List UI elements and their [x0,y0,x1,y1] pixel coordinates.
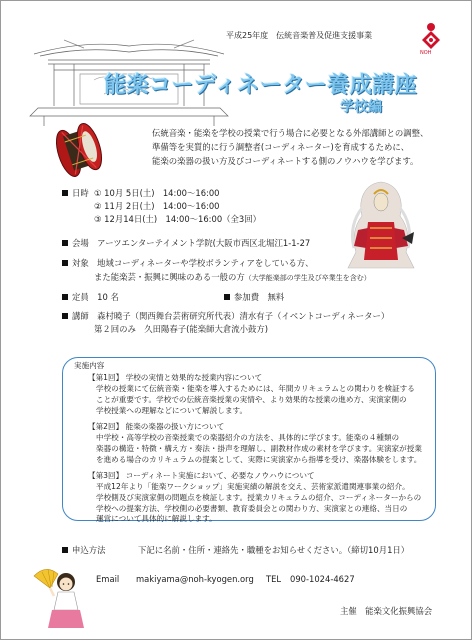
bullet-icon [224,294,230,300]
bullet-icon [62,547,68,553]
session-1-line: 学校の授業にて伝統音楽・能楽を導入するためには、年間カリキュラムとの関わりを検証する [96,384,415,393]
page-title: 能楽コーディネーター養成講座 [104,73,418,98]
taiko-drum-illustration [44,118,114,182]
bullet-icon [62,240,68,246]
intro-line-3: 能楽の楽器の扱い方及びコーディネートする側のノウハウを学びます。 [152,156,419,166]
session-3-line: 学校への提案方法、学校側の必要書類、教育委員会との関わり方、実演家との連絡、当日の [96,504,408,513]
capacity-value: 10 名 [97,292,119,302]
target-line-2: また能楽芸・振興に興味のある一般の方（大学能楽部の学生及び卒業生を含む） [94,272,371,282]
target-row: 対象 地域コーディネーターや学校ボランティアをしている方、 [62,256,314,270]
intro-line-1: 伝統音楽・能楽を学校の授業で行う場合に必要となる外部講師との調整、 [152,128,429,138]
apply-value: 下記に名前・住所・連絡先・職種をお知らせください。（締切10月1日） [138,545,410,555]
session-3-line: 学校側及び実演家側の問題点を検証します。授業カリキュラムの紹介、コーディネーターからの [96,493,422,502]
session-1-line: 学校授業への理解などについて解説します。 [96,406,248,415]
session-2-title: 【第2回】 能楽の楽器の扱い方について [88,422,225,431]
session-2-line: 中学校・高等学校の音楽授業での楽器紹介の方法を、具体的に学びます。能楽の４種類の [96,433,400,442]
session-3-title: 【第3回】 コーディネート実施において、必要なノウハウについて [88,471,315,480]
organizer-logo [418,22,444,56]
fee-value: 無料 [267,292,285,302]
tel-value: 090-1024-4627 [290,574,355,584]
venue-value: アーツエンターテイメント学院(大阪市西区北堀江1-1-27 [97,238,311,248]
bullet-icon [62,313,68,319]
schedule-line-3: ③ 12月14日(土) 14:00～16:00（全3回） [94,214,261,224]
bullet-icon [62,190,68,196]
lecturers-line-1: 森村曉子（関西舞台芸術研究所代表）清水有子（イベントコーディネーター） [97,311,390,321]
girl-with-fan-illustration [32,566,94,630]
organizer-credit: 主催 能楽文化振興協会 [340,606,433,616]
session-1-title: 【第1回】 学校の実情と効果的な授業内容について [88,373,263,382]
session-1-line: ことが重要です。学校での伝統音楽授業の実情や、より効果的な授業の進め方、実演家側の [96,395,407,404]
noh-performer-illustration [344,178,418,270]
session-3-line: 運営について具体的に解説します。 [96,514,217,523]
tel-label: TEL [266,574,282,584]
schedule-line-2: ② 11月 2日(土) 14:00～16:00 [94,201,220,211]
logo-text: NOH [420,50,432,56]
session-3-line: 平成12年より「能楽ワークショップ」実施実績の解説を交え、芸術家派遣関連事業の紹介。 [96,482,410,491]
schedule-line-1: ① 10月 5日(土) 14:00～16:00 [94,188,220,198]
contents-heading: 実施内容 [74,361,105,370]
session-2-line: を進める場合のカリキュラムの提案として、実際に実演家から指導を受け、楽器体験をします。 [96,455,422,464]
intro-line-2: 準備等を実質的に行う調整者(コーディネーター)を育成するために、 [152,142,410,152]
venue-row: 会場 アーツエンターテイメント学院(大阪市西区北堀江1-1-27 [62,236,310,250]
capacity-row: 定員 10 名 [62,290,119,304]
fee-row: 参加費 無料 [224,290,284,304]
schedule-label: 日時 [62,186,89,200]
email-link[interactable]: makiyama@noh-kyogen.org [136,574,254,584]
lecturers-line-2: 第２回のみ 久田陽春子(能楽師大倉流小鼓方) [94,324,269,334]
apply-label: 申込方法 [62,543,106,557]
session-2-line: 楽器の構造・特徴・構え方・奏法・掛声を理解し、副教材作成の素材を学びます。実演家が授業 [96,444,422,453]
bullet-icon [62,260,68,266]
lecturers-row: 講師 森村曉子（関西舞台芸術研究所代表）清水有子（イベントコーディネーター） [62,309,389,323]
program-name: 平成25年度 伝統音楽普及促進支援事業 [226,31,373,40]
target-line-1: 地域コーディネーターや学校ボランティアをしている方、 [97,258,314,268]
email-label: Email [96,574,120,584]
bullet-icon [62,294,68,300]
target-note: （大学能楽部の学生及び卒業生を含む） [244,274,371,282]
page-subtitle: 学校編 [340,99,382,115]
